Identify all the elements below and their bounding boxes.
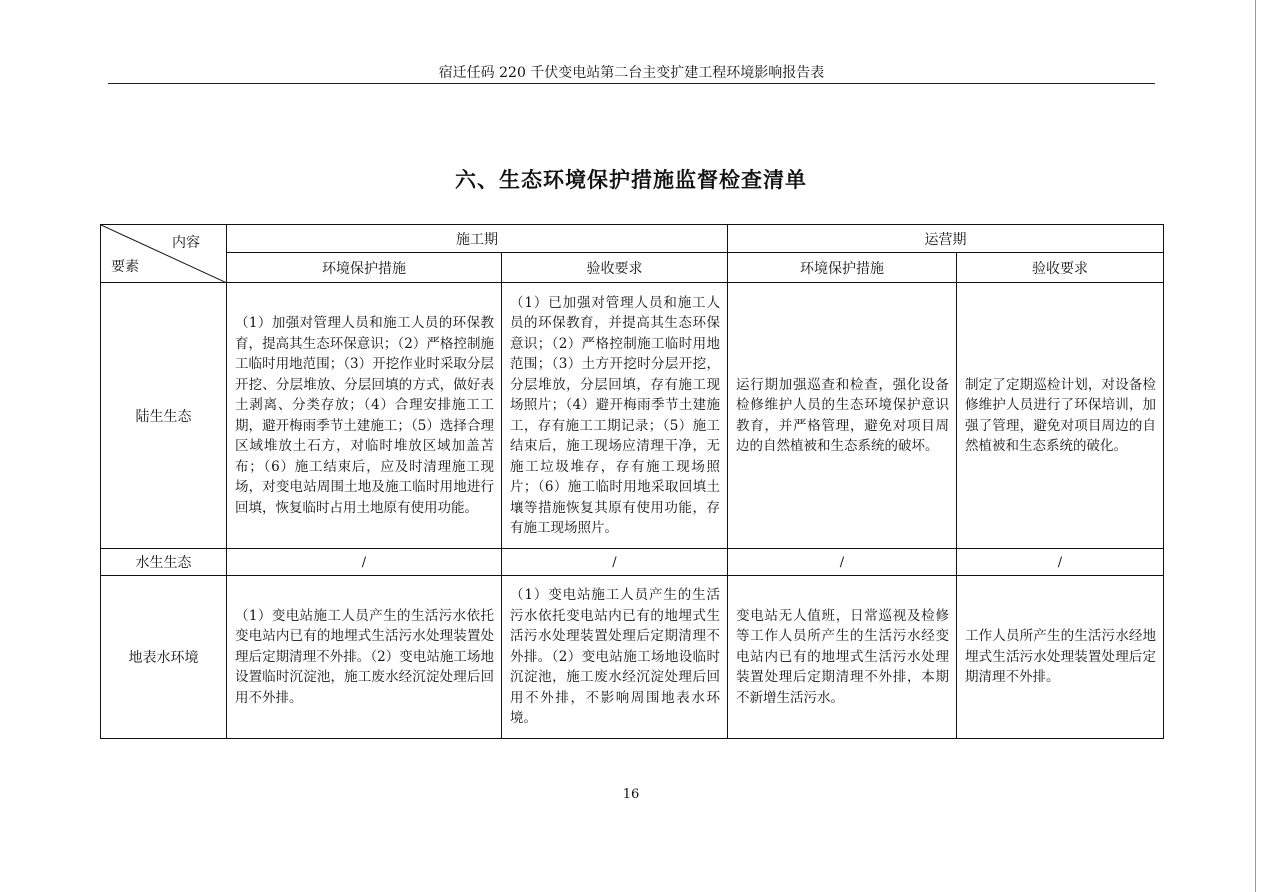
table-cell <box>227 576 502 739</box>
table-cell: / <box>728 549 957 576</box>
table-cell: / <box>957 549 1164 576</box>
table-cell <box>502 283 728 549</box>
running-header: 宿迁任码 220 千伏变电站第二台主变扩建工程环境影响报告表 <box>438 65 825 81</box>
row-element-label: 地表水环境 <box>101 576 227 739</box>
diagonal-header-cell <box>101 225 227 283</box>
row-element-label: 水生生态 <box>101 549 227 576</box>
table-row <box>101 549 1164 576</box>
cell-text: 制定了定期巡检计划，对设备检修维护人员进行了环保培训，加强了管理，避免对项目周边的自然植被和生态系统的破化。 <box>965 376 1156 454</box>
table-row <box>101 576 1164 739</box>
table-cell <box>957 283 1164 549</box>
col-header-construction-acceptance: 验收要求 <box>502 253 728 283</box>
table-cell <box>728 576 957 739</box>
cell-text: （1）变电站施工人员产生的生活污水依托变电站内已有的地埋式生活污水处理装置处理后定期清理不外排。（2）变电站施工场地设置临时沉淀池，施工废水经沉淀处理后回用不外排。 <box>235 607 494 706</box>
phase-header-construction: 施工期 <box>227 225 728 253</box>
table-cell <box>502 576 728 739</box>
supervision-checklist-table <box>100 224 1164 739</box>
table-cell: / <box>502 549 728 576</box>
col-header-operation-acceptance: 验收要求 <box>957 253 1164 283</box>
table-cell <box>957 576 1164 739</box>
header-rule <box>108 83 1155 84</box>
cell-text: （1）变电站施工人员产生的生活污水依托变电站内已有的地埋式生活污水处理装置处理后定期清理不外排。（2）变电站施工场地设临时沉淀池，施工废水经沉淀处理后回用不外排，不影响周围地表水环境。 <box>510 587 720 727</box>
cell-text: 运行期加强巡查和检查，强化设备检修维护人员的生态环境保护意识教育，并严格管理，避免对项目周边的自然植被和生态系统的破坏。 <box>736 376 949 454</box>
table-cell <box>728 283 957 549</box>
col-header-construction-measures: 环境保护措施 <box>227 253 502 283</box>
corner-label-content: 内容 <box>172 235 200 251</box>
cell-text: （1）已加强对管理人员和施工人员的环保教育，并提高其生态环保意识；（2）严格控制施工临时用地范围；（3）土方开挖时分层开挖，分层堆放，分层回填，存有施工现场照片；（4）避开梅雨季节土建施工，存有施工工期记录；（5）施工结束后，施工现场应清理干净，无施工垃圾堆存，存有施工现场照片；（6）施工临时用地采取回填土壤等措施恢复其原有使用功能，存有施工现场照片。 <box>510 294 720 536</box>
col-header-operation-measures: 环境保护措施 <box>728 253 957 283</box>
corner-label-element: 要素 <box>111 259 139 275</box>
phase-header-operation: 运营期 <box>728 225 1164 253</box>
cell-text: 变电站无人值班，日常巡视及检修等工作人员所产生的生活污水经变电站内已有的地埋式生活污水处理装置处理后定期清理不外排，本期不新增生活污水。 <box>736 607 949 706</box>
table-cell: / <box>227 549 502 576</box>
table-row <box>101 283 1164 549</box>
cell-text: （1）加强对管理人员和施工人员的环保教育，提高其生态环保意识；（2）严格控制施工临时用地范围；（3）开挖作业时采取分层开挖、分层堆放、分层回填的方式，做好表土剥离、分类存放；（4）合理安排施工工期，避开梅雨季节土建施工；（5）选择合理区域堆放土石方，对临时堆放区域加盖苫布；（6）施工结束后，应及时清理施工现场，对变电站周围土地及施工临时用地进行回填，恢复临时占用土地原有使用功能。 <box>235 315 494 516</box>
cell-text: 工作人员所产生的生活污水经地埋式生活污水处理装置处理后定期清理不外排。 <box>965 628 1156 686</box>
page-edge-line <box>1255 0 1256 892</box>
page-number: 16 <box>622 787 640 802</box>
table-cell <box>227 283 502 549</box>
section-title: 六、生态环境保护措施监督检查清单 <box>455 168 807 192</box>
row-element-label: 陆生生态 <box>101 283 227 549</box>
